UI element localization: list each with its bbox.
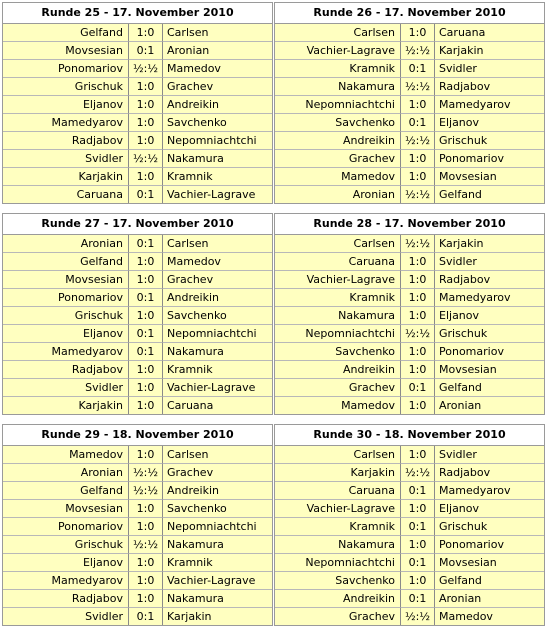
game-row	[3, 518, 272, 536]
game-result: 0:1	[401, 482, 435, 500]
black-player: Mamedyarov	[435, 96, 544, 114]
game-row	[3, 397, 272, 414]
black-player: Grachev	[163, 78, 272, 96]
game-result: 1:0	[129, 500, 163, 518]
game-result: 1:0	[401, 289, 435, 307]
white-player: Karjakin	[275, 464, 401, 482]
game-row	[3, 361, 272, 379]
black-player: Grischuk	[435, 518, 544, 536]
game-row	[275, 590, 544, 608]
game-result: ½:½	[401, 464, 435, 482]
round-25-games	[3, 24, 272, 203]
game-result: 1:0	[401, 307, 435, 325]
game-result: 1:0	[129, 379, 163, 397]
game-result: ½:½	[401, 608, 435, 625]
game-row	[275, 343, 544, 361]
round-28-table	[274, 213, 545, 415]
game-row	[275, 379, 544, 397]
black-player: Eljanov	[435, 307, 544, 325]
game-row	[275, 518, 544, 536]
white-player: Eljanov	[3, 554, 129, 572]
black-player: Kramnik	[163, 361, 272, 379]
game-result: ½:½	[401, 186, 435, 203]
game-row	[3, 132, 272, 150]
game-row	[3, 572, 272, 590]
game-row	[275, 253, 544, 271]
game-result: 0:1	[401, 518, 435, 536]
white-player: Nakamura	[275, 536, 401, 554]
black-player: Svidler	[435, 446, 544, 464]
game-result: 0:1	[401, 379, 435, 397]
game-result: 0:1	[129, 608, 163, 625]
game-result: 0:1	[129, 186, 163, 203]
game-result: 1:0	[401, 24, 435, 42]
white-player: Svidler	[3, 379, 129, 397]
white-player: Andreikin	[275, 361, 401, 379]
game-row	[3, 325, 272, 343]
game-result: 1:0	[401, 397, 435, 414]
white-player: Radjabov	[3, 132, 129, 150]
black-player: Gelfand	[435, 379, 544, 397]
game-row	[3, 590, 272, 608]
round-29-games	[3, 446, 272, 625]
game-row	[3, 60, 272, 78]
black-player: Caruana	[435, 24, 544, 42]
game-result: 1:0	[129, 253, 163, 271]
game-result: 1:0	[401, 96, 435, 114]
game-result: 1:0	[129, 554, 163, 572]
white-player: Kramnik	[275, 60, 401, 78]
game-result: ½:½	[129, 60, 163, 78]
game-row	[275, 536, 544, 554]
game-row	[3, 379, 272, 397]
game-row	[3, 186, 272, 203]
game-row	[3, 554, 272, 572]
round-26-table	[274, 2, 545, 204]
game-row	[275, 42, 544, 60]
white-player: Grachev	[275, 608, 401, 625]
black-player: Mamedyarov	[435, 289, 544, 307]
black-player: Aronian	[435, 397, 544, 414]
game-row	[3, 464, 272, 482]
white-player: Ponomariov	[3, 60, 129, 78]
white-player: Eljanov	[3, 96, 129, 114]
white-player: Mamedyarov	[3, 114, 129, 132]
game-result: 0:1	[401, 114, 435, 132]
white-player: Caruana	[275, 253, 401, 271]
game-result: 0:1	[401, 590, 435, 608]
round-29-table	[2, 424, 273, 626]
game-result: 0:1	[129, 42, 163, 60]
game-result: 0:1	[129, 289, 163, 307]
game-result: 1:0	[129, 168, 163, 186]
game-row	[275, 289, 544, 307]
white-player: Gelfand	[3, 482, 129, 500]
white-player: Nepomniachtchi	[275, 96, 401, 114]
white-player: Ponomariov	[3, 518, 129, 536]
black-player: Vachier-Lagrave	[163, 379, 272, 397]
white-player: Aronian	[275, 186, 401, 203]
game-row	[3, 343, 272, 361]
black-player: Nakamura	[163, 150, 272, 168]
game-row	[275, 114, 544, 132]
game-row	[275, 271, 544, 289]
game-result: 0:1	[401, 60, 435, 78]
game-result: ½:½	[401, 78, 435, 96]
round-30-table	[274, 424, 545, 626]
black-player: Nakamura	[163, 343, 272, 361]
game-result: 1:0	[129, 24, 163, 42]
black-player: Karjakin	[163, 608, 272, 625]
black-player: Karjakin	[435, 235, 544, 253]
game-result: 0:1	[129, 325, 163, 343]
black-player: Gelfand	[435, 186, 544, 203]
game-row	[275, 235, 544, 253]
black-player: Nepomniachtchi	[163, 132, 272, 150]
black-player: Ponomariov	[435, 536, 544, 554]
game-result: 1:0	[129, 446, 163, 464]
game-row	[3, 482, 272, 500]
white-player: Grischuk	[3, 307, 129, 325]
white-player: Karjakin	[3, 168, 129, 186]
game-row	[3, 271, 272, 289]
game-result: ½:½	[129, 150, 163, 168]
game-result: 1:0	[129, 114, 163, 132]
game-row	[275, 608, 544, 625]
round-30-title: Runde 30 - 18. November 2010	[275, 425, 544, 446]
black-player: Radjabov	[435, 271, 544, 289]
black-player: Vachier-Lagrave	[163, 186, 272, 203]
game-row	[275, 78, 544, 96]
game-result: 1:0	[129, 132, 163, 150]
black-player: Movsesian	[435, 554, 544, 572]
game-row	[275, 361, 544, 379]
white-player: Nepomniachtchi	[275, 554, 401, 572]
black-player: Grachev	[163, 464, 272, 482]
white-player: Carlsen	[275, 235, 401, 253]
round-28-games	[275, 235, 544, 414]
game-result: 1:0	[129, 307, 163, 325]
white-player: Kramnik	[275, 518, 401, 536]
black-player: Ponomariov	[435, 150, 544, 168]
white-player: Grachev	[275, 379, 401, 397]
round-26-title: Runde 26 - 17. November 2010	[275, 3, 544, 24]
round-27-title: Runde 27 - 17. November 2010	[3, 214, 272, 235]
game-row	[3, 289, 272, 307]
game-row	[3, 235, 272, 253]
black-player: Kramnik	[163, 168, 272, 186]
game-row	[275, 482, 544, 500]
white-player: Radjabov	[3, 361, 129, 379]
game-result: 1:0	[401, 500, 435, 518]
white-player: Svidler	[3, 150, 129, 168]
black-player: Nepomniachtchi	[163, 325, 272, 343]
black-player: Nakamura	[163, 536, 272, 554]
game-row	[275, 325, 544, 343]
white-player: Nepomniachtchi	[275, 325, 401, 343]
white-player: Svidler	[3, 608, 129, 625]
game-row	[3, 500, 272, 518]
white-player: Mamedyarov	[3, 572, 129, 590]
black-player: Mamedov	[163, 60, 272, 78]
game-result: 0:1	[129, 343, 163, 361]
game-result: 1:0	[401, 271, 435, 289]
black-player: Gelfand	[435, 572, 544, 590]
game-result: 1:0	[401, 168, 435, 186]
game-row	[275, 464, 544, 482]
game-row	[275, 96, 544, 114]
white-player: Aronian	[3, 235, 129, 253]
round-28-title: Runde 28 - 17. November 2010	[275, 214, 544, 235]
black-player: Radjabov	[435, 78, 544, 96]
game-result: 1:0	[129, 572, 163, 590]
black-player: Grachev	[163, 271, 272, 289]
game-row	[3, 78, 272, 96]
black-player: Carlsen	[163, 235, 272, 253]
white-player: Nakamura	[275, 78, 401, 96]
black-player: Svidler	[435, 253, 544, 271]
game-result: 1:0	[129, 271, 163, 289]
black-player: Eljanov	[435, 114, 544, 132]
game-result: ½:½	[401, 42, 435, 60]
round-29-title: Runde 29 - 18. November 2010	[3, 425, 272, 446]
game-row	[275, 186, 544, 203]
game-row	[3, 253, 272, 271]
game-row	[3, 150, 272, 168]
black-player: Andreikin	[163, 96, 272, 114]
white-player: Karjakin	[3, 397, 129, 414]
game-result: 1:0	[401, 150, 435, 168]
black-player: Savchenko	[163, 114, 272, 132]
game-result: ½:½	[129, 464, 163, 482]
white-player: Caruana	[3, 186, 129, 203]
game-row	[275, 572, 544, 590]
game-result: 0:1	[129, 235, 163, 253]
game-row	[3, 114, 272, 132]
game-result: ½:½	[401, 235, 435, 253]
game-row	[3, 168, 272, 186]
black-player: Mamedov	[435, 608, 544, 625]
black-player: Carlsen	[163, 446, 272, 464]
game-result: ½:½	[401, 132, 435, 150]
white-player: Grachev	[275, 150, 401, 168]
game-row	[275, 60, 544, 78]
black-player: Aronian	[163, 42, 272, 60]
game-row	[275, 24, 544, 42]
white-player: Movsesian	[3, 271, 129, 289]
game-row	[3, 536, 272, 554]
round-25-title: Runde 25 - 17. November 2010	[3, 3, 272, 24]
black-player: Mamedov	[163, 253, 272, 271]
game-result: 1:0	[401, 253, 435, 271]
white-player: Kramnik	[275, 289, 401, 307]
round-30-games	[275, 446, 544, 625]
black-player: Nakamura	[163, 590, 272, 608]
black-player: Andreikin	[163, 289, 272, 307]
white-player: Savchenko	[275, 343, 401, 361]
white-player: Vachier-Lagrave	[275, 42, 401, 60]
game-result: ½:½	[129, 536, 163, 554]
game-row	[3, 307, 272, 325]
round-25-table	[2, 2, 273, 204]
game-result: 1:0	[401, 536, 435, 554]
white-player: Andreikin	[275, 590, 401, 608]
white-player: Savchenko	[275, 114, 401, 132]
game-result: 1:0	[401, 343, 435, 361]
game-row	[275, 150, 544, 168]
white-player: Mamedov	[275, 168, 401, 186]
game-result: 1:0	[401, 572, 435, 590]
round-27-table	[2, 213, 273, 415]
game-result: 1:0	[129, 96, 163, 114]
black-player: Nepomniachtchi	[163, 518, 272, 536]
game-result: ½:½	[129, 482, 163, 500]
black-player: Savchenko	[163, 500, 272, 518]
black-player: Radjabov	[435, 464, 544, 482]
game-row	[3, 24, 272, 42]
game-result: 1:0	[129, 361, 163, 379]
black-player: Caruana	[163, 397, 272, 414]
game-row	[275, 168, 544, 186]
white-player: Savchenko	[275, 572, 401, 590]
game-result: 0:1	[401, 554, 435, 572]
white-player: Mamedov	[275, 397, 401, 414]
white-player: Mamedov	[3, 446, 129, 464]
game-result: 1:0	[401, 446, 435, 464]
game-result: 1:0	[129, 590, 163, 608]
white-player: Aronian	[3, 464, 129, 482]
white-player: Mamedyarov	[3, 343, 129, 361]
game-row	[275, 500, 544, 518]
white-player: Vachier-Lagrave	[275, 500, 401, 518]
game-result: 1:0	[129, 397, 163, 414]
game-row	[275, 446, 544, 464]
black-player: Andreikin	[163, 482, 272, 500]
white-player: Carlsen	[275, 446, 401, 464]
game-row	[3, 608, 272, 625]
game-row	[3, 42, 272, 60]
white-player: Nakamura	[275, 307, 401, 325]
round-27-games	[3, 235, 272, 414]
white-player: Carlsen	[275, 24, 401, 42]
white-player: Radjabov	[3, 590, 129, 608]
white-player: Andreikin	[275, 132, 401, 150]
white-player: Grischuk	[3, 536, 129, 554]
white-player: Movsesian	[3, 500, 129, 518]
black-player: Kramnik	[163, 554, 272, 572]
white-player: Gelfand	[3, 24, 129, 42]
black-player: Eljanov	[435, 500, 544, 518]
black-player: Mamedyarov	[435, 482, 544, 500]
game-row	[275, 307, 544, 325]
white-player: Movsesian	[3, 42, 129, 60]
black-player: Movsesian	[435, 168, 544, 186]
game-result: ½:½	[401, 325, 435, 343]
game-row	[3, 446, 272, 464]
white-player: Ponomariov	[3, 289, 129, 307]
white-player: Grischuk	[3, 78, 129, 96]
game-result: 1:0	[129, 78, 163, 96]
game-result: 1:0	[129, 518, 163, 536]
white-player: Caruana	[275, 482, 401, 500]
black-player: Movsesian	[435, 361, 544, 379]
game-row	[3, 96, 272, 114]
black-player: Carlsen	[163, 24, 272, 42]
black-player: Svidler	[435, 60, 544, 78]
black-player: Grischuk	[435, 132, 544, 150]
black-player: Grischuk	[435, 325, 544, 343]
game-row	[275, 132, 544, 150]
black-player: Aronian	[435, 590, 544, 608]
white-player: Eljanov	[3, 325, 129, 343]
black-player: Karjakin	[435, 42, 544, 60]
white-player: Gelfand	[3, 253, 129, 271]
black-player: Savchenko	[163, 307, 272, 325]
game-result: 1:0	[401, 361, 435, 379]
black-player: Vachier-Lagrave	[163, 572, 272, 590]
white-player: Vachier-Lagrave	[275, 271, 401, 289]
game-row	[275, 554, 544, 572]
round-26-games	[275, 24, 544, 203]
black-player: Ponomariov	[435, 343, 544, 361]
game-row	[275, 397, 544, 414]
